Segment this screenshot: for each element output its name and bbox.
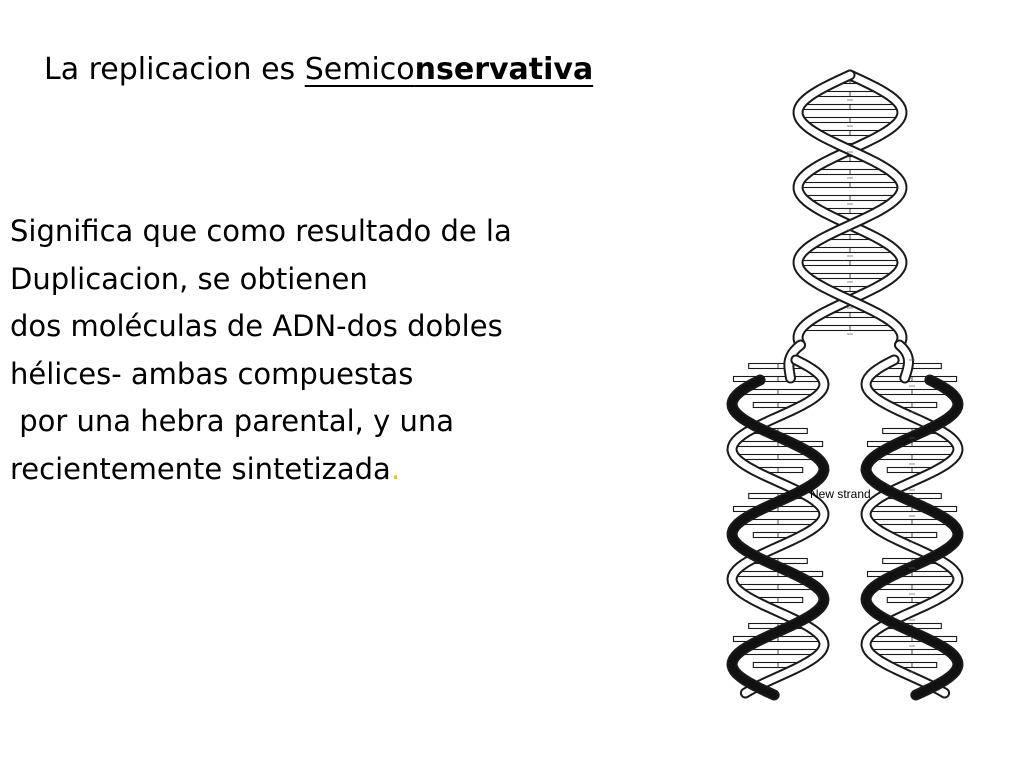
base-pairs: [734, 79, 957, 668]
title-prefix: La replicacion es: [44, 52, 305, 87]
dna-replication-diagram: [700, 60, 1000, 710]
definition-line-6-text: recientemente sintetizada: [10, 451, 391, 486]
definition-text: [10, 208, 690, 493]
definition-line-5: por una hebra parental, y una: [10, 404, 455, 438]
definition-line-4: hélices- ambas compuestas: [10, 356, 414, 391]
definition-line-3: dos moléculas de ADN-dos dobles: [10, 309, 503, 343]
definition-line-6: [10, 446, 690, 494]
yellow-period: .: [390, 451, 401, 486]
definition-line-1: Significa que como resultado de la: [10, 214, 512, 248]
title-keyword: [305, 52, 594, 87]
parental-strands: [732, 75, 958, 693]
new-strand-label: New strand: [810, 487, 871, 501]
definition-line-2: Duplicacion, se obtienen: [10, 261, 368, 296]
slide-title: [44, 50, 593, 90]
title-keyword-bold: nservativa: [414, 52, 594, 87]
title-keyword-plain: Semico: [304, 52, 415, 87]
